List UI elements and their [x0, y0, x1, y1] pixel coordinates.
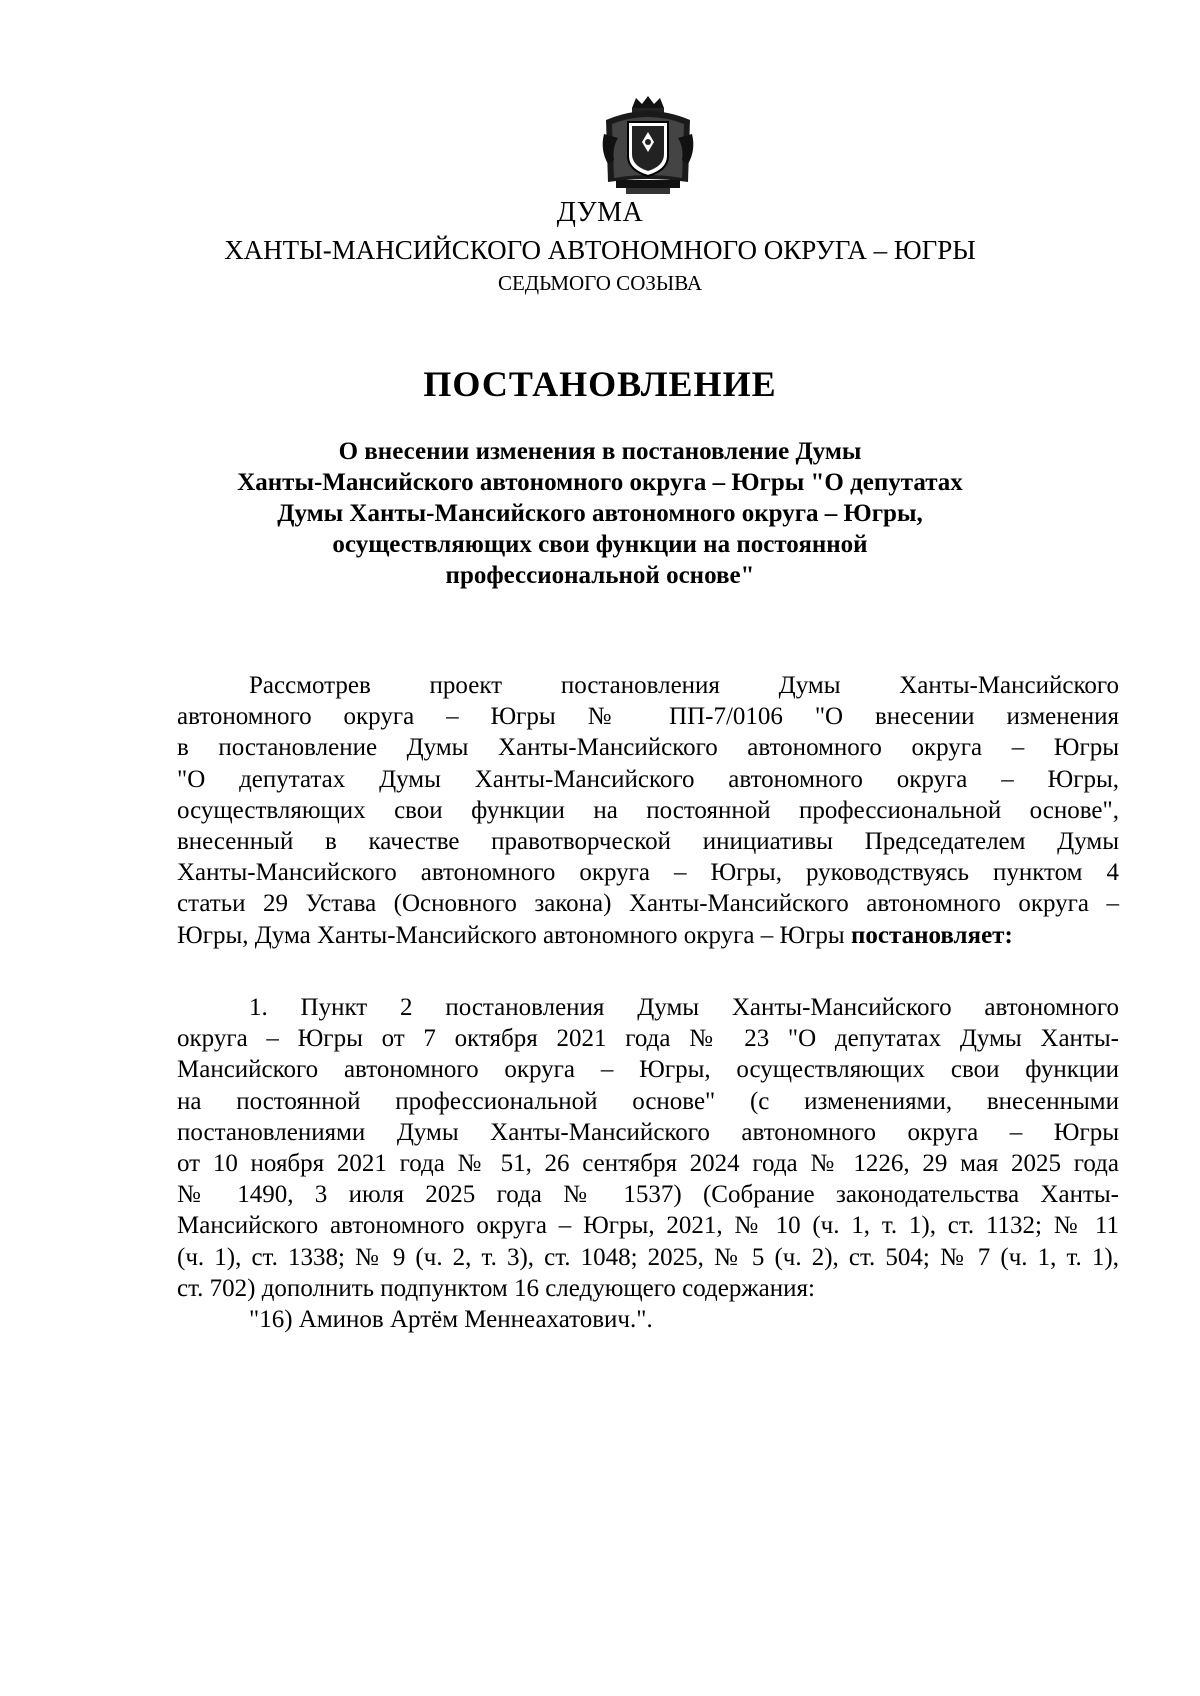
paragraph-line: статьи 29 Устава (Основного закона) Ханты-Мансийского автономного округа – — [177, 890, 1119, 918]
paragraph-line: округа – Югры от 7 октября 2021 года № 23 "О депутатах Думы Ханты- — [177, 1025, 1119, 1053]
paragraph-line: от 10 ноября 2021 года № 51, 26 сентября 2024 года № 1226, 29 мая 2025 года — [177, 1150, 1119, 1178]
preamble-last-text: Югры, Дума Ханты-Мансийского автономного округа – Югры — [177, 921, 845, 949]
subject-line: Думы Ханты-Мансийского автономного округа – Югры, — [277, 500, 923, 527]
document-subject — [0, 436, 1200, 591]
paragraph-line: осуществляющих свои функции на постоянной профессиональной основе", — [177, 796, 1119, 824]
paragraph-line: Мансийского автономного округа – Югры, осуществляющих свои функции — [177, 1056, 1119, 1084]
paragraph-line: на постоянной профессиональной основе" (с изменениями, внесенными — [177, 1087, 1119, 1115]
subject-line: профессиональной основе" — [445, 562, 755, 589]
paragraph-line: ст. 702) дополнить подпунктом 16 следующего содержания: — [177, 1274, 815, 1302]
paragraph-line: Мансийского автономного округа – Югры, 2021, № 10 (ч. 1, т. 1), ст. 1132; № 11 — [177, 1212, 1119, 1240]
subject-line: осуществляющих свои функции на постоянной — [332, 531, 868, 558]
header-region: ХАНТЫ-МАНСИЙСКОГО АВТОНОМНОГО ОКРУГА – ЮГРЫ — [224, 235, 976, 265]
paragraph-line: постановлениями Думы Ханты-Мансийского автономного округа – Югры — [177, 1118, 1119, 1146]
paragraph-line: автономного округа – Югры № ПП-7/0106 "О внесении изменения — [177, 703, 1119, 731]
paragraph-line: внесенный в качестве правотворческой инициативы Председателем Думы — [177, 828, 1119, 856]
coat-of-arms-emblem — [598, 94, 698, 196]
paragraph-line: № 1490, 3 июля 2025 года № 1537) (Собрание законодательства Ханты- — [177, 1181, 1119, 1209]
resolves-keyword: постановляет: — [850, 921, 1013, 949]
paragraph-line: (ч. 1), ст. 1338; № 9 (ч. 2, т. 3), ст. 1048; 2025, № 5 (ч. 2), ст. 504; № 7 (ч. 1, т. 1), — [177, 1243, 1119, 1271]
paragraph-line — [177, 920, 1119, 951]
paragraph-line: "О депутатах Думы Ханты-Мансийского автономного округа – Югры, — [177, 765, 1119, 793]
paragraph-line: Рассмотрев проект постановления Думы Ханты-Мансийского — [249, 672, 1119, 699]
subject-line: О внесении изменения в постановление Думы — [338, 438, 862, 465]
header-convocation: СЕДЬМОГО СОЗЫВА — [497, 271, 703, 295]
preamble-paragraph — [177, 670, 1119, 951]
header-org: ДУМА — [556, 197, 644, 228]
subject-line: Ханты-Мансийского автономного округа – Югры "О депутатах — [237, 469, 963, 496]
paragraph-line: 1. Пункт 2 постановления Думы Ханты-Мансийского автономного — [249, 994, 1119, 1021]
subclause-16-line: "16) Аминов Артём Меннеахатович.". — [249, 1306, 653, 1334]
paragraph-line: Ханты-Мансийского автономного округа – Югры, руководствуясь пунктом 4 — [177, 859, 1119, 887]
clause-1-paragraph — [177, 992, 1119, 1335]
paragraph-line: в постановление Думы Ханты-Мансийского автономного округа – Югры — [177, 734, 1119, 762]
document-type-title: ПОСТАНОВЛЕНИЕ — [423, 364, 777, 404]
